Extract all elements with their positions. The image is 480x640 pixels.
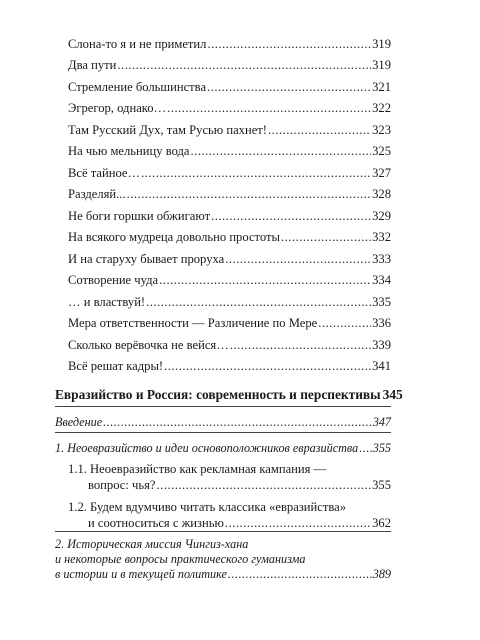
entry-page: 322 (372, 101, 391, 115)
entry-page: 334 (372, 273, 391, 287)
leader-dots (164, 358, 371, 374)
leader-dots (127, 186, 372, 202)
subchapter-line: 1.2. Будем вдумчиво читать классика «евразийства» (68, 500, 346, 514)
entry-title: Всё решат кадры! (68, 359, 164, 373)
section-rule (55, 406, 391, 407)
entry-title: Два пути (68, 58, 117, 72)
entry-page: 329 (372, 209, 391, 223)
toc-entry (68, 143, 391, 159)
chapter-line: в истории и в текущей политике (55, 567, 227, 581)
intro-title: Введение (55, 415, 103, 429)
subchapter-page: 362 (372, 516, 391, 530)
entry-title: Стремление большинства (68, 80, 207, 94)
leader-dots (141, 165, 371, 181)
entry-page: 327 (372, 166, 391, 180)
entry-page: 333 (372, 252, 391, 266)
entry-title: Мера ответственности — Различение по Мере (68, 316, 318, 330)
leader-dots (167, 100, 371, 116)
toc-entry (68, 294, 391, 310)
leader-dots (225, 515, 371, 531)
toc-entry (68, 36, 391, 52)
leader-dots (191, 143, 372, 159)
intro-page: 347 (372, 415, 391, 429)
leader-dots (230, 337, 371, 353)
entry-title: Сколько верёвочка не вейся… (68, 338, 229, 352)
leader-dots (117, 57, 371, 73)
leader-dots (359, 440, 371, 456)
entry-page: 319 (372, 58, 391, 72)
chapter-rule (55, 531, 391, 532)
entry-title: Всё тайное… (68, 166, 141, 180)
chapter-page: 355 (372, 441, 391, 455)
toc-entry (68, 186, 391, 202)
toc-entry (68, 165, 391, 181)
leader-dots (207, 36, 371, 52)
section-title: Евразийство и Россия: современность и перспективы (55, 387, 381, 402)
leader-dots (157, 477, 372, 493)
leader-dots (268, 122, 371, 138)
leader-dots (207, 79, 371, 95)
toc-entry (68, 229, 391, 245)
subchapter-page: 355 (372, 478, 391, 492)
toc-entry (68, 122, 391, 138)
subchapter-line: вопрос: чья? (88, 478, 156, 492)
toc-entry (68, 272, 391, 288)
entry-title: … и властвуй! (68, 295, 146, 309)
entry-page: 321 (372, 80, 391, 94)
entry-title: Не боги горшки обжигают (68, 209, 211, 223)
leader-dots (318, 315, 371, 331)
entry-page: 339 (372, 338, 391, 352)
subchapter-entry (68, 499, 391, 531)
subchapter-entry (68, 461, 391, 493)
entry-page: 341 (372, 359, 391, 373)
entry-title: Слона-то я и не приметил (68, 37, 207, 51)
leader-dots (281, 229, 371, 245)
entry-page: 336 (372, 316, 391, 330)
toc-entry (68, 100, 391, 116)
entry-title: На всякого мудреца довольно простоты (68, 230, 280, 244)
toc-entry (68, 315, 391, 331)
chapter-entry (55, 440, 391, 456)
chapter-page: 389 (372, 567, 391, 581)
toc-entry (68, 251, 391, 267)
leader-dots (159, 272, 371, 288)
intro-entry (55, 414, 391, 430)
subchapter-line: 1.1. Неоевразийство как рекламная кампания — (68, 462, 327, 476)
toc-entry (68, 79, 391, 95)
subchapter-line: и соотноситься с жизнью (88, 516, 224, 530)
section-page: 345 (382, 387, 403, 402)
entry-page: 335 (372, 295, 391, 309)
intro-rule (55, 432, 391, 433)
entry-page: 325 (372, 144, 391, 158)
entry-title: Эгрегор, однако… (68, 101, 167, 115)
toc-entry (68, 358, 391, 374)
entry-title: И на старуху бывает проруха (68, 252, 225, 266)
chapter-entry (55, 537, 391, 582)
leader-dots (146, 294, 371, 310)
section-heading (55, 387, 403, 403)
entry-page: 328 (372, 187, 391, 201)
entry-page: 332 (372, 230, 391, 244)
toc-entry (68, 57, 391, 73)
entry-title: Разделяй... (68, 187, 126, 201)
entry-page: 323 (372, 123, 391, 137)
entry-title: Сотворение чуда (68, 273, 159, 287)
leader-dots (228, 567, 372, 582)
leader-dots (211, 208, 371, 224)
chapter-title: 1. Неоевразийство и идеи основоположников евразийства (55, 441, 359, 455)
toc-entry (68, 337, 391, 353)
entry-title: На чью мельницу вода (68, 144, 190, 158)
leader-dots (103, 414, 372, 430)
toc-entry (68, 208, 391, 224)
chapter-line: и некоторые вопросы практического гуманизма (55, 552, 306, 566)
entry-page: 319 (372, 37, 391, 51)
entry-title: Там Русский Дух, там Русью пахнет! (68, 123, 268, 137)
chapter-line: 2. Историческая миссия Чингиз-хана (55, 537, 249, 551)
leader-dots (225, 251, 371, 267)
